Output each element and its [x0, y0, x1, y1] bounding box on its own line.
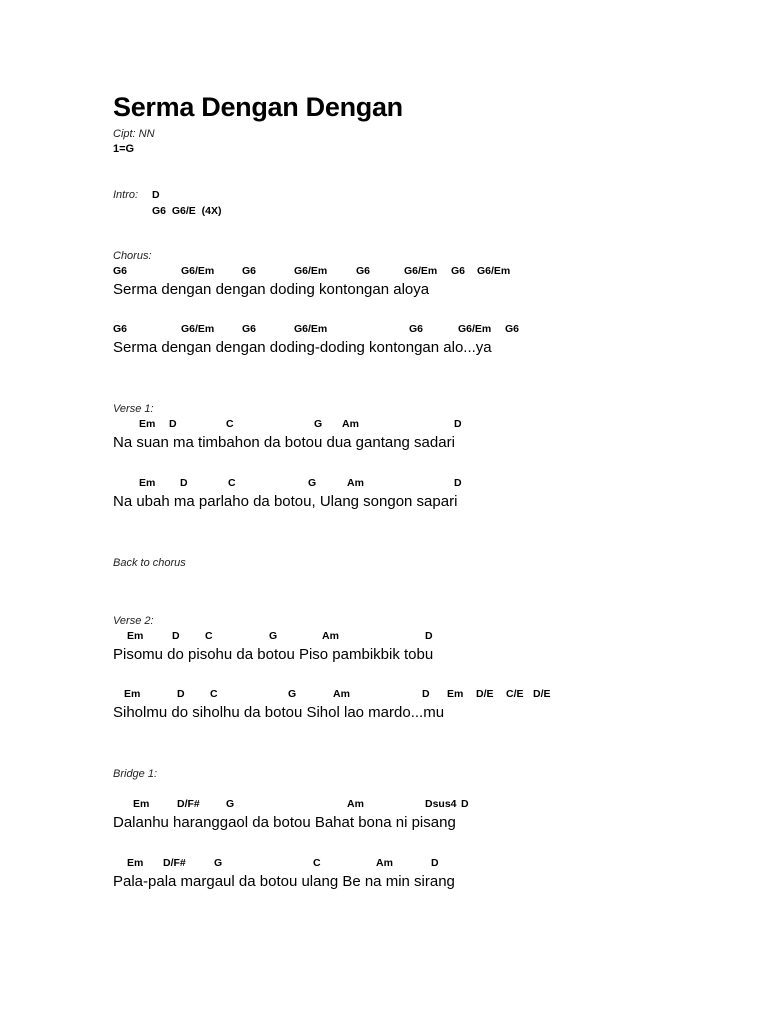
chord: D/F#: [163, 857, 186, 869]
chord: Am: [376, 857, 393, 869]
chord: Em: [447, 688, 464, 700]
chord: Em: [124, 688, 141, 700]
chord: G6: [113, 323, 128, 335]
chord: C: [226, 418, 234, 430]
chord: G: [226, 798, 235, 810]
chorus-label: Chorus:: [113, 250, 152, 262]
lyric-line: Serma dengan dengan doding-doding kontongan alo...ya: [113, 339, 492, 356]
lyric-line: Pala-pala margaul da botou ulang Be na min sirang: [113, 873, 455, 890]
back-to-chorus-note: Back to chorus: [113, 557, 186, 569]
bridge1-label: Bridge 1:: [113, 768, 158, 780]
chord: D/E: [533, 688, 551, 700]
chord: C: [210, 688, 218, 700]
chord: G6: [356, 265, 371, 277]
chord: D: [454, 418, 462, 430]
lyric-line: Na ubah ma parlaho da botou, Ulang songon sapari: [113, 493, 458, 510]
chord: G6/Em: [477, 265, 511, 277]
chord: Am: [347, 798, 364, 810]
chord: G6/Em: [181, 265, 215, 277]
chord: D: [425, 630, 433, 642]
chord: G6: [113, 265, 128, 277]
lyric-line: Na suan ma timbahon da botou dua gantang sadari: [113, 434, 455, 451]
chord: G: [214, 857, 223, 869]
chord: G6/Em: [458, 323, 492, 335]
chord: Am: [347, 477, 364, 489]
chord: G6: [505, 323, 520, 335]
chord: G6/Em: [294, 323, 328, 335]
verse1-label: Verse 1:: [113, 403, 154, 415]
chord: D: [180, 477, 188, 489]
chord: G6: [242, 323, 257, 335]
chord: G6: [409, 323, 424, 335]
chord: Am: [342, 418, 359, 430]
chord: C: [313, 857, 321, 869]
chord: G: [314, 418, 323, 430]
chord: Em: [133, 798, 150, 810]
chord: Em: [127, 630, 144, 642]
lyric-line: Serma dengan dengan doding kontongan aloya: [113, 281, 430, 298]
song-title: Serma Dengan Dengan: [113, 92, 403, 122]
lyric-line: Pisomu do pisohu da botou Piso pambikbik tobu: [113, 646, 434, 663]
composer: Cipt: NN: [113, 128, 155, 140]
chord: G6/Em: [404, 265, 438, 277]
intro-label: Intro:: [113, 189, 139, 201]
intro-chord-line-1: D: [152, 189, 160, 201]
chord: D: [177, 688, 185, 700]
chord: C/E: [506, 688, 524, 700]
chord: D: [431, 857, 439, 869]
chord: D: [461, 798, 469, 810]
chord: D/E: [476, 688, 494, 700]
chord: G: [269, 630, 278, 642]
chord: G6/Em: [294, 265, 328, 277]
intro-chord-line-2: G6 G6/E (4X): [152, 205, 222, 217]
chord: Dsus4: [425, 798, 457, 810]
chord: D: [454, 477, 462, 489]
chord: G: [308, 477, 317, 489]
lyric-line: Siholmu do siholhu da botou Sihol lao mardo...mu: [113, 704, 445, 721]
chord: G6: [451, 265, 466, 277]
song-key: 1=G: [113, 143, 135, 155]
lyric-line: Dalanhu haranggaol da botou Bahat bona ni pisang: [113, 814, 456, 831]
chord: G: [288, 688, 297, 700]
chord: Em: [127, 857, 144, 869]
chord: Am: [333, 688, 350, 700]
chord: D/F#: [177, 798, 200, 810]
chord: D: [422, 688, 430, 700]
chord: G6/Em: [181, 323, 215, 335]
chord: Em: [139, 477, 156, 489]
chord: G6: [242, 265, 257, 277]
chord: D: [172, 630, 180, 642]
chord: D: [169, 418, 177, 430]
chord: C: [205, 630, 213, 642]
chord: Em: [139, 418, 156, 430]
chord: C: [228, 477, 236, 489]
chord: Am: [322, 630, 339, 642]
verse2-label: Verse 2:: [113, 615, 154, 627]
